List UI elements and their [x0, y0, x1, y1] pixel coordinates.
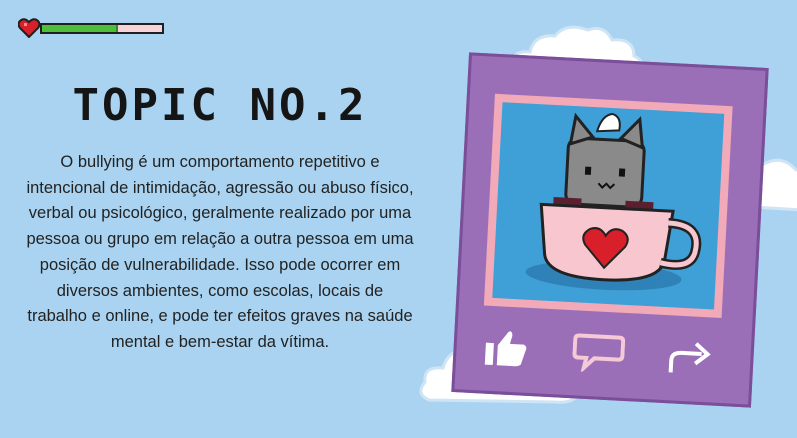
- phone-screen: [484, 94, 733, 318]
- share-arrow-icon[interactable]: [666, 336, 714, 378]
- phone-card: [451, 52, 768, 407]
- page-title: TOPIC NO.2: [72, 80, 368, 131]
- health-bar-fill: [42, 25, 118, 32]
- health-bar-frame: [40, 23, 164, 34]
- thumbs-up-icon[interactable]: [483, 327, 531, 369]
- health-bar: [18, 18, 153, 40]
- phone-screen-content: [492, 102, 724, 309]
- health-bar-track: [42, 25, 162, 32]
- heart-icon: [18, 18, 40, 38]
- cat-in-cup-illustration: [492, 102, 724, 309]
- speech-bubble-icon[interactable]: [572, 331, 626, 374]
- topic-description: O bullying é um comportamento repetitivo e intencional de intimidação, agressão ou abuso físico, verbal ou psicológico, geralmente realizado por uma pessoa ou grupo em relação a outra pessoa em uma posição de vulnerabilidade. Isso pode ocorrer em diversos ambientes, como escolas, locais de trabalho e online, e pode ter efeitos graves na saúde mental e bem-estar da vítima.: [26, 153, 414, 351]
